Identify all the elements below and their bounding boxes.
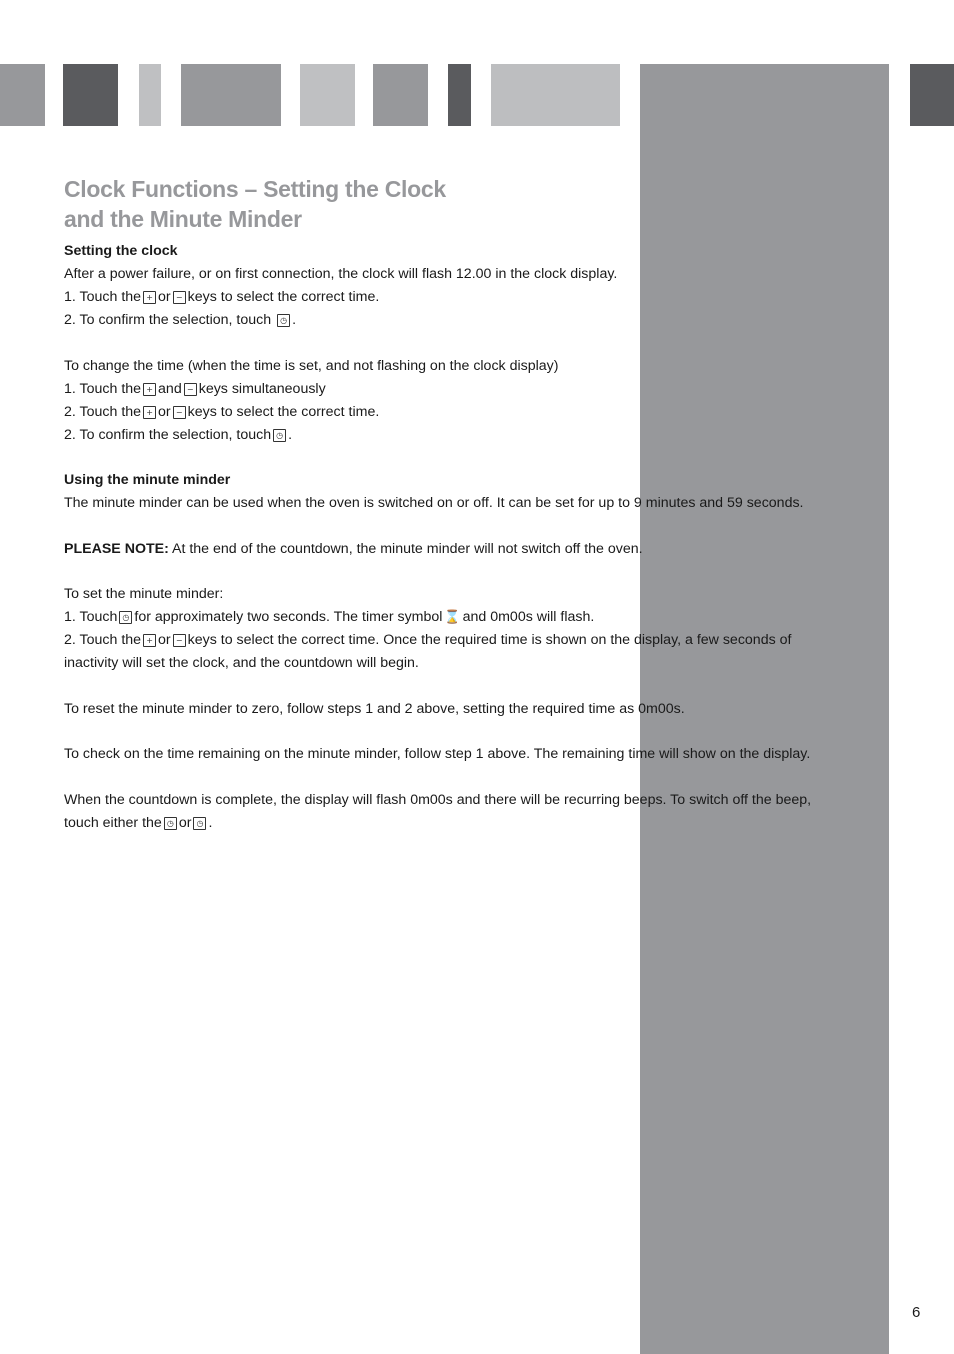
minus-key-icon: − [184, 383, 197, 396]
text: keys to select the correct time. Once the required time is shown on the display, a few seconds of inactivity will set the clock, and the countdown will begin. [64, 632, 792, 671]
text: or [158, 403, 171, 420]
text: When the countdown is complete, the display will flash 0m00s and there will be recurring beeps. To switch off the beep, touch either the [64, 791, 812, 831]
step [64, 378, 834, 401]
clock-key-icon: ◷ [273, 429, 286, 442]
header-block [63, 64, 118, 126]
text: or [158, 289, 171, 305]
note-text: At the end of the countdown, the minute minder will not switch off the oven. [168, 540, 643, 557]
text: keys simultaneously [198, 380, 326, 397]
text: . [288, 426, 293, 443]
text: keys to select the correct time. [187, 403, 380, 420]
header-block [448, 64, 471, 126]
note [64, 538, 834, 561]
text: . [208, 814, 213, 831]
page-number: 6 [912, 1304, 921, 1321]
timer-key-icon: ◷ [164, 817, 177, 830]
text: 2. To confirm the selection, touch [64, 312, 272, 328]
step [64, 606, 834, 629]
minus-key-icon: − [173, 291, 186, 304]
plus-key-icon: + [143, 291, 156, 304]
step [64, 309, 834, 332]
text: 2. Touch the [64, 403, 142, 420]
plus-key-icon: + [143, 383, 156, 396]
paragraph: After a power failure, or on first connection, the clock will flash 12.00 in the clock display. [64, 266, 618, 282]
header-block [139, 64, 161, 126]
text: for approximately two seconds. The timer symbol [134, 609, 443, 625]
paragraph: The minute minder can be used when the oven is switched on or off. It can be set for up to 9 minutes and 59 seconds. [64, 495, 804, 511]
clock-key-icon: ◷ [277, 314, 290, 327]
minus-key-icon: − [173, 634, 186, 647]
paragraph [64, 789, 834, 835]
step [64, 424, 834, 447]
paragraph: To reset the minute minder to zero, follow steps 1 and 2 above, setting the required time as 0m00s. [64, 700, 685, 717]
header-block [491, 64, 620, 126]
timer-key-icon: ◷ [119, 611, 132, 624]
paragraph: To set the minute minder: [64, 586, 224, 602]
text: 2. To confirm the selection, touch [64, 426, 272, 443]
text: and [158, 380, 182, 397]
text: 2. Touch the [64, 632, 142, 648]
text: 1. Touch the [64, 380, 142, 397]
step [64, 629, 834, 675]
page-title-line-1: Clock Functions – Setting the Clock [64, 176, 446, 202]
clock-key-icon: ◷ [193, 817, 206, 830]
text: 1. Touch [64, 609, 118, 625]
step [64, 286, 834, 309]
text: 1. Touch the [64, 289, 142, 305]
header-block [910, 64, 954, 126]
paragraph: To check on the time remaining on the minute minder, follow step 1 above. The remaining time will show on the display. [64, 746, 811, 762]
text: and 0m00s will flash. [462, 609, 595, 625]
header-block [181, 64, 281, 126]
minus-key-icon: − [173, 406, 186, 419]
header-block [373, 64, 428, 126]
text: keys to select the correct time. [187, 289, 380, 305]
text: or [158, 632, 171, 648]
hourglass-icon: ⌛ [444, 610, 461, 625]
header-block [0, 64, 45, 126]
page-title-line-2: and the Minute Minder [64, 206, 302, 232]
content [64, 240, 834, 835]
section-heading-setting-clock: Setting the clock [64, 243, 178, 259]
text: or [178, 814, 192, 831]
note-label: PLEASE NOTE: [64, 540, 169, 557]
plus-key-icon: + [143, 406, 156, 419]
plus-key-icon: + [143, 634, 156, 647]
section-heading-minute-minder: Using the minute minder [64, 472, 231, 488]
paragraph: To change the time (when the time is set, and not flashing on the clock display) [64, 357, 559, 374]
page-title [64, 174, 446, 234]
text: . [292, 312, 297, 328]
header-block [300, 64, 355, 126]
step [64, 401, 834, 424]
